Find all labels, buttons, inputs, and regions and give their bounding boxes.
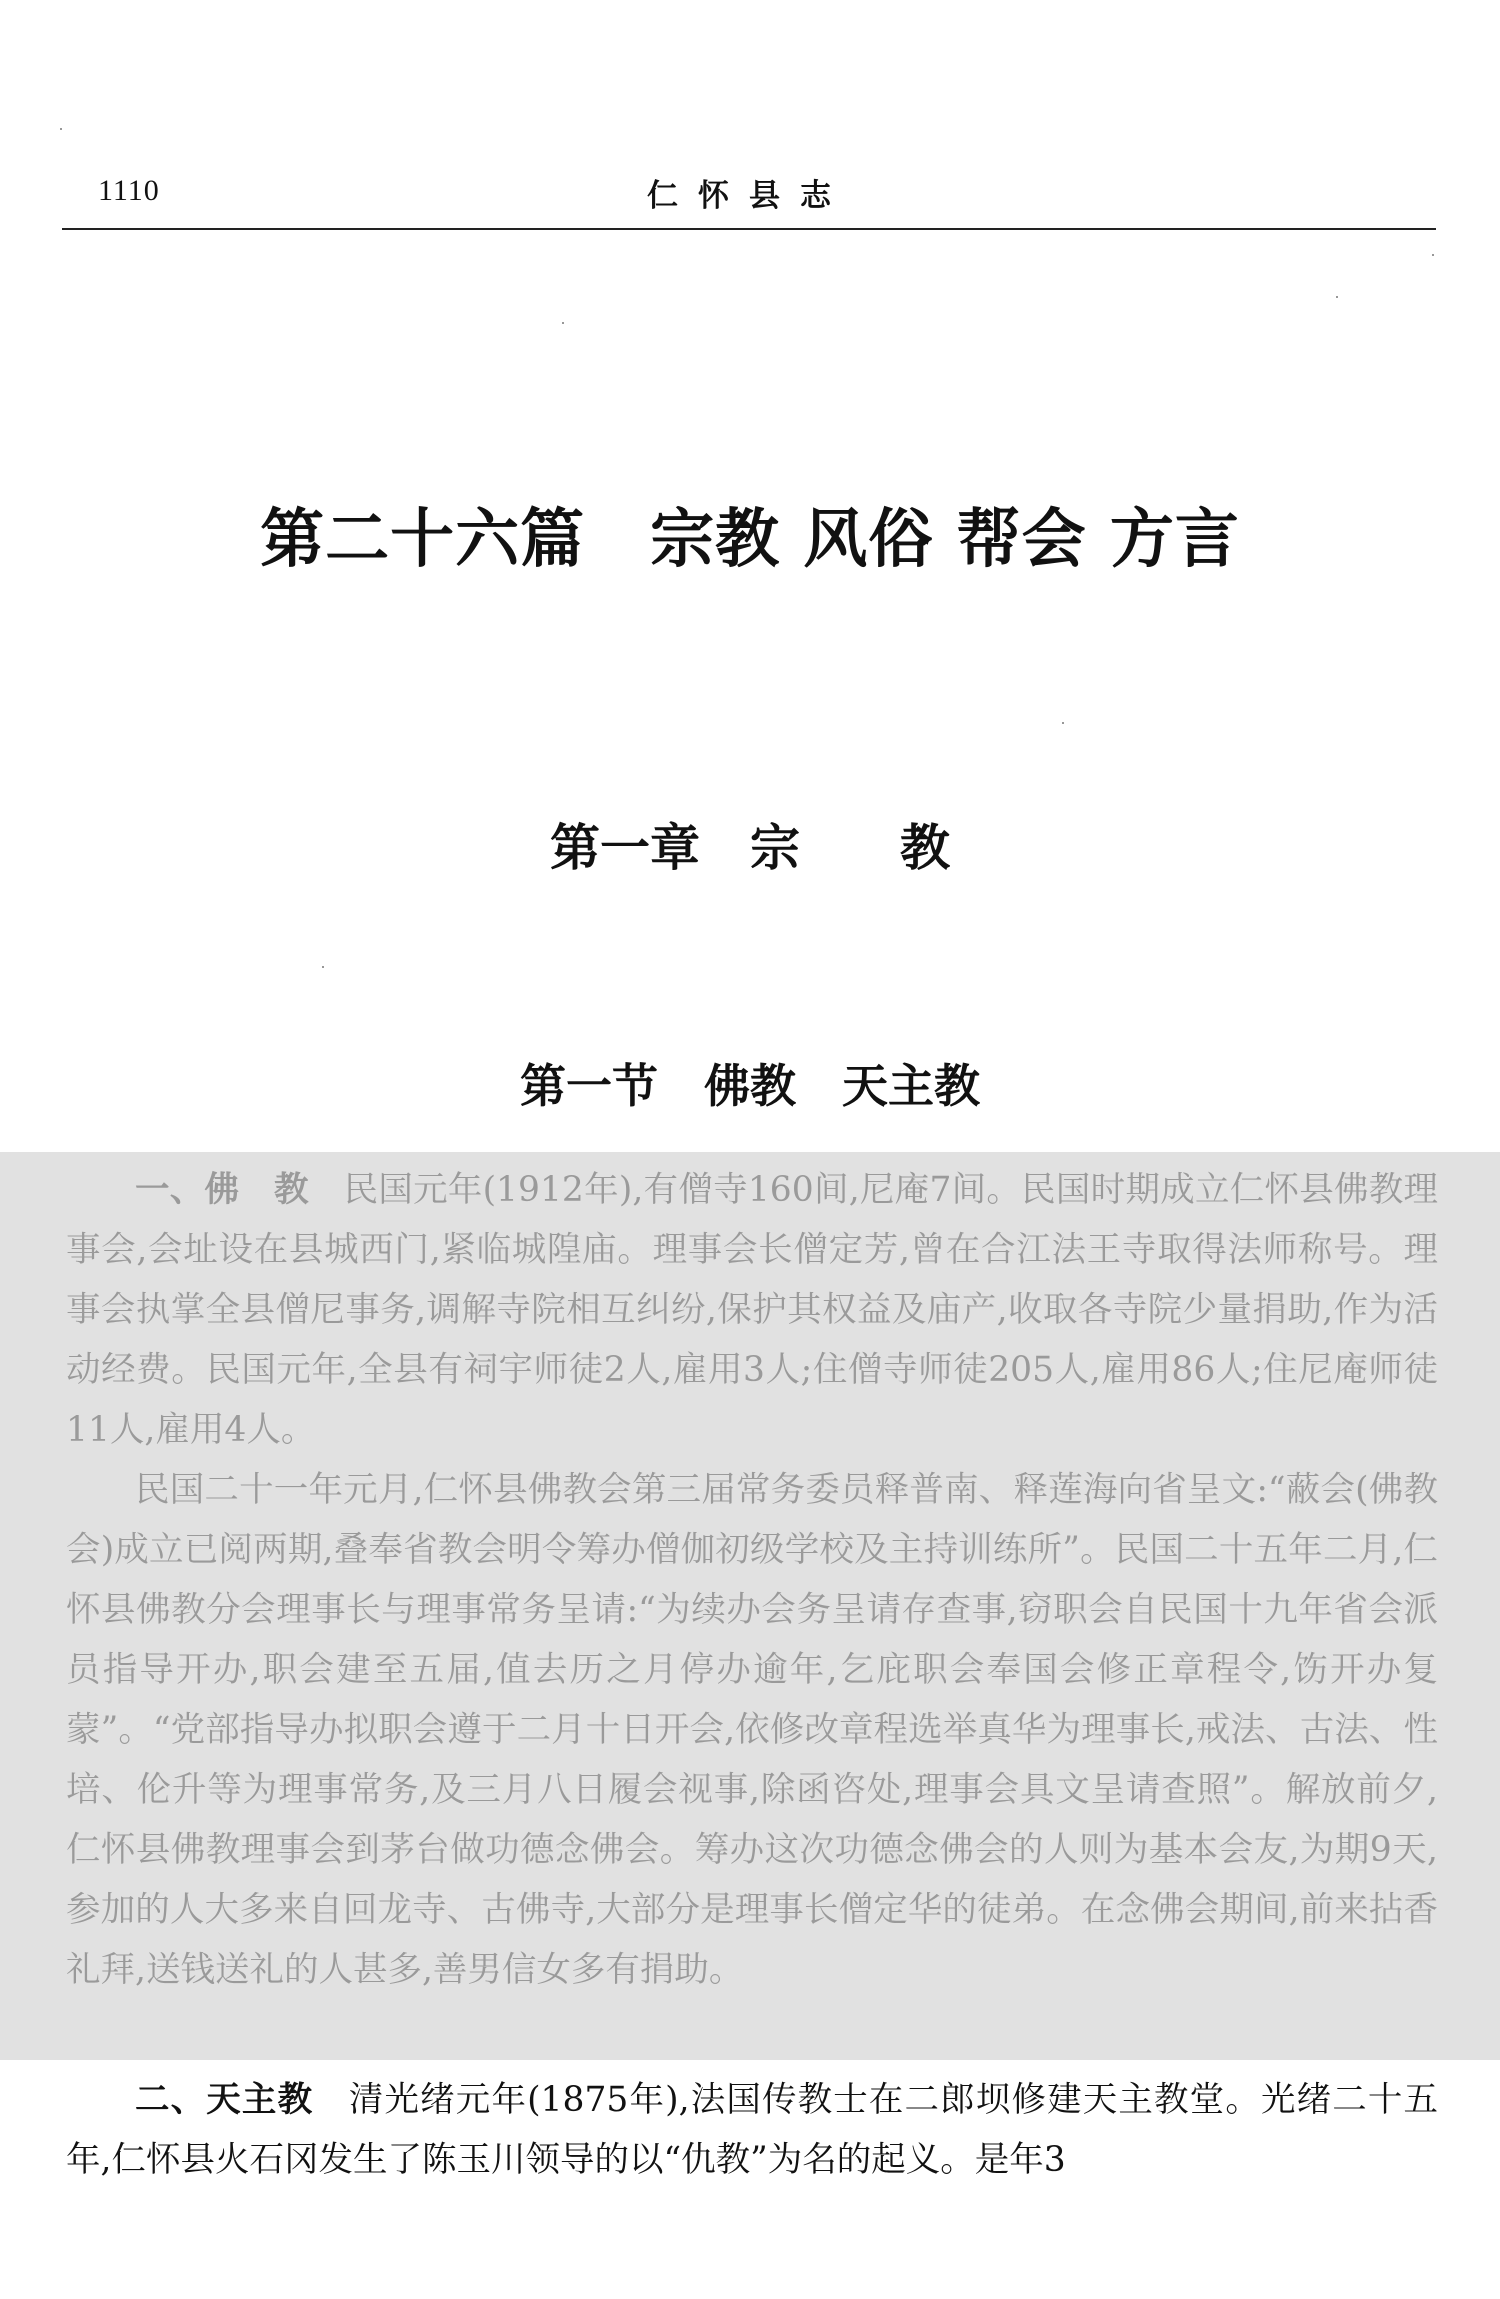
scan-speck bbox=[562, 322, 564, 324]
part-title: 第二十六篇 宗教 风俗 帮会 方言 bbox=[260, 503, 1240, 577]
buddhism-section bbox=[66, 1160, 1438, 2000]
page-number: 1110 bbox=[98, 174, 160, 207]
buddhism-heading: 一、佛 教 bbox=[135, 1170, 309, 1210]
buddhism-paragraph-1-text: 民国元年(1912年),有僧寺160间,尼庵7间。民国时期成立仁怀县佛教理事会,会址设在县城西门,紧临城隍庙。理事会长僧定芳,曾在合江法王寺取得法师称号。理事会执掌全县僧尼事务,调解寺院相互纠纷,保护其权益及庙产,收取各寺院少量捐助,作为活动经费。民国元年,全县有祠宇师徒2人,雇用3人;住僧寺师徒205人,雇用86人;住尼庵师徒11人,雇用4人。 bbox=[66, 1170, 1439, 1450]
book-title: 仁怀县志 bbox=[647, 178, 851, 214]
scan-speck bbox=[1062, 722, 1064, 724]
buddhism-paragraph-1 bbox=[66, 1160, 1438, 1460]
buddhism-paragraph-2: 民国二十一年元月,仁怀县佛教会第三届常务委员释普南、释莲海向省呈文:“蔽会(佛教会)成立已阅两期,叠奉省教会明令筹办僧伽初级学校及主持训练所”。民国二十五年二月,仁怀县佛教分会理事长与理事常务呈请:“为续办会务呈请存查事,窃职会自民国十九年省会派员指导开办,职会建至五届,值去历之月停办逾年,乞庇职会奉国会修正章程令,饬开办复蒙”。“党部指导办拟职会遵于二月十日开会,依修改章程选举真华为理事长,戒法、古法、性培、伦升等为理事常务,及三月八日履会视事,除函咨处,理事会具文呈请查照”。解放前夕,仁怀县佛教理事会到茅台做功德念佛会。筹办这次功德念佛会的人则为基本会友,为期9天,参加的人大多来自回龙寺、古佛寺,大部分是理事长僧定华的徒弟。在念佛会期间,前来拈香礼拜,送钱送礼的人甚多,善男信女多有捐助。 bbox=[66, 1470, 1438, 1990]
catholicism-heading: 二、天主教 bbox=[135, 2080, 314, 2120]
section-title: 第一节 佛教 天主教 bbox=[520, 1059, 980, 1113]
scan-speck bbox=[1336, 296, 1338, 298]
page-header bbox=[62, 168, 1436, 230]
catholicism-paragraph-1-text: 清光绪元年(1875年),法国传教士在二郎坝修建天主教堂。光绪二十五年,仁怀县火石冈发生了陈玉川领导的以“仇教”为名的起义。是年3 bbox=[66, 2080, 1439, 2180]
scan-speck bbox=[60, 128, 62, 130]
catholicism-paragraph-1 bbox=[66, 2070, 1438, 2190]
scan-speck bbox=[322, 966, 324, 968]
chapter-title: 第一章 宗 教 bbox=[550, 819, 950, 877]
catholicism-section bbox=[66, 2070, 1438, 2190]
scan-speck bbox=[1432, 254, 1434, 256]
